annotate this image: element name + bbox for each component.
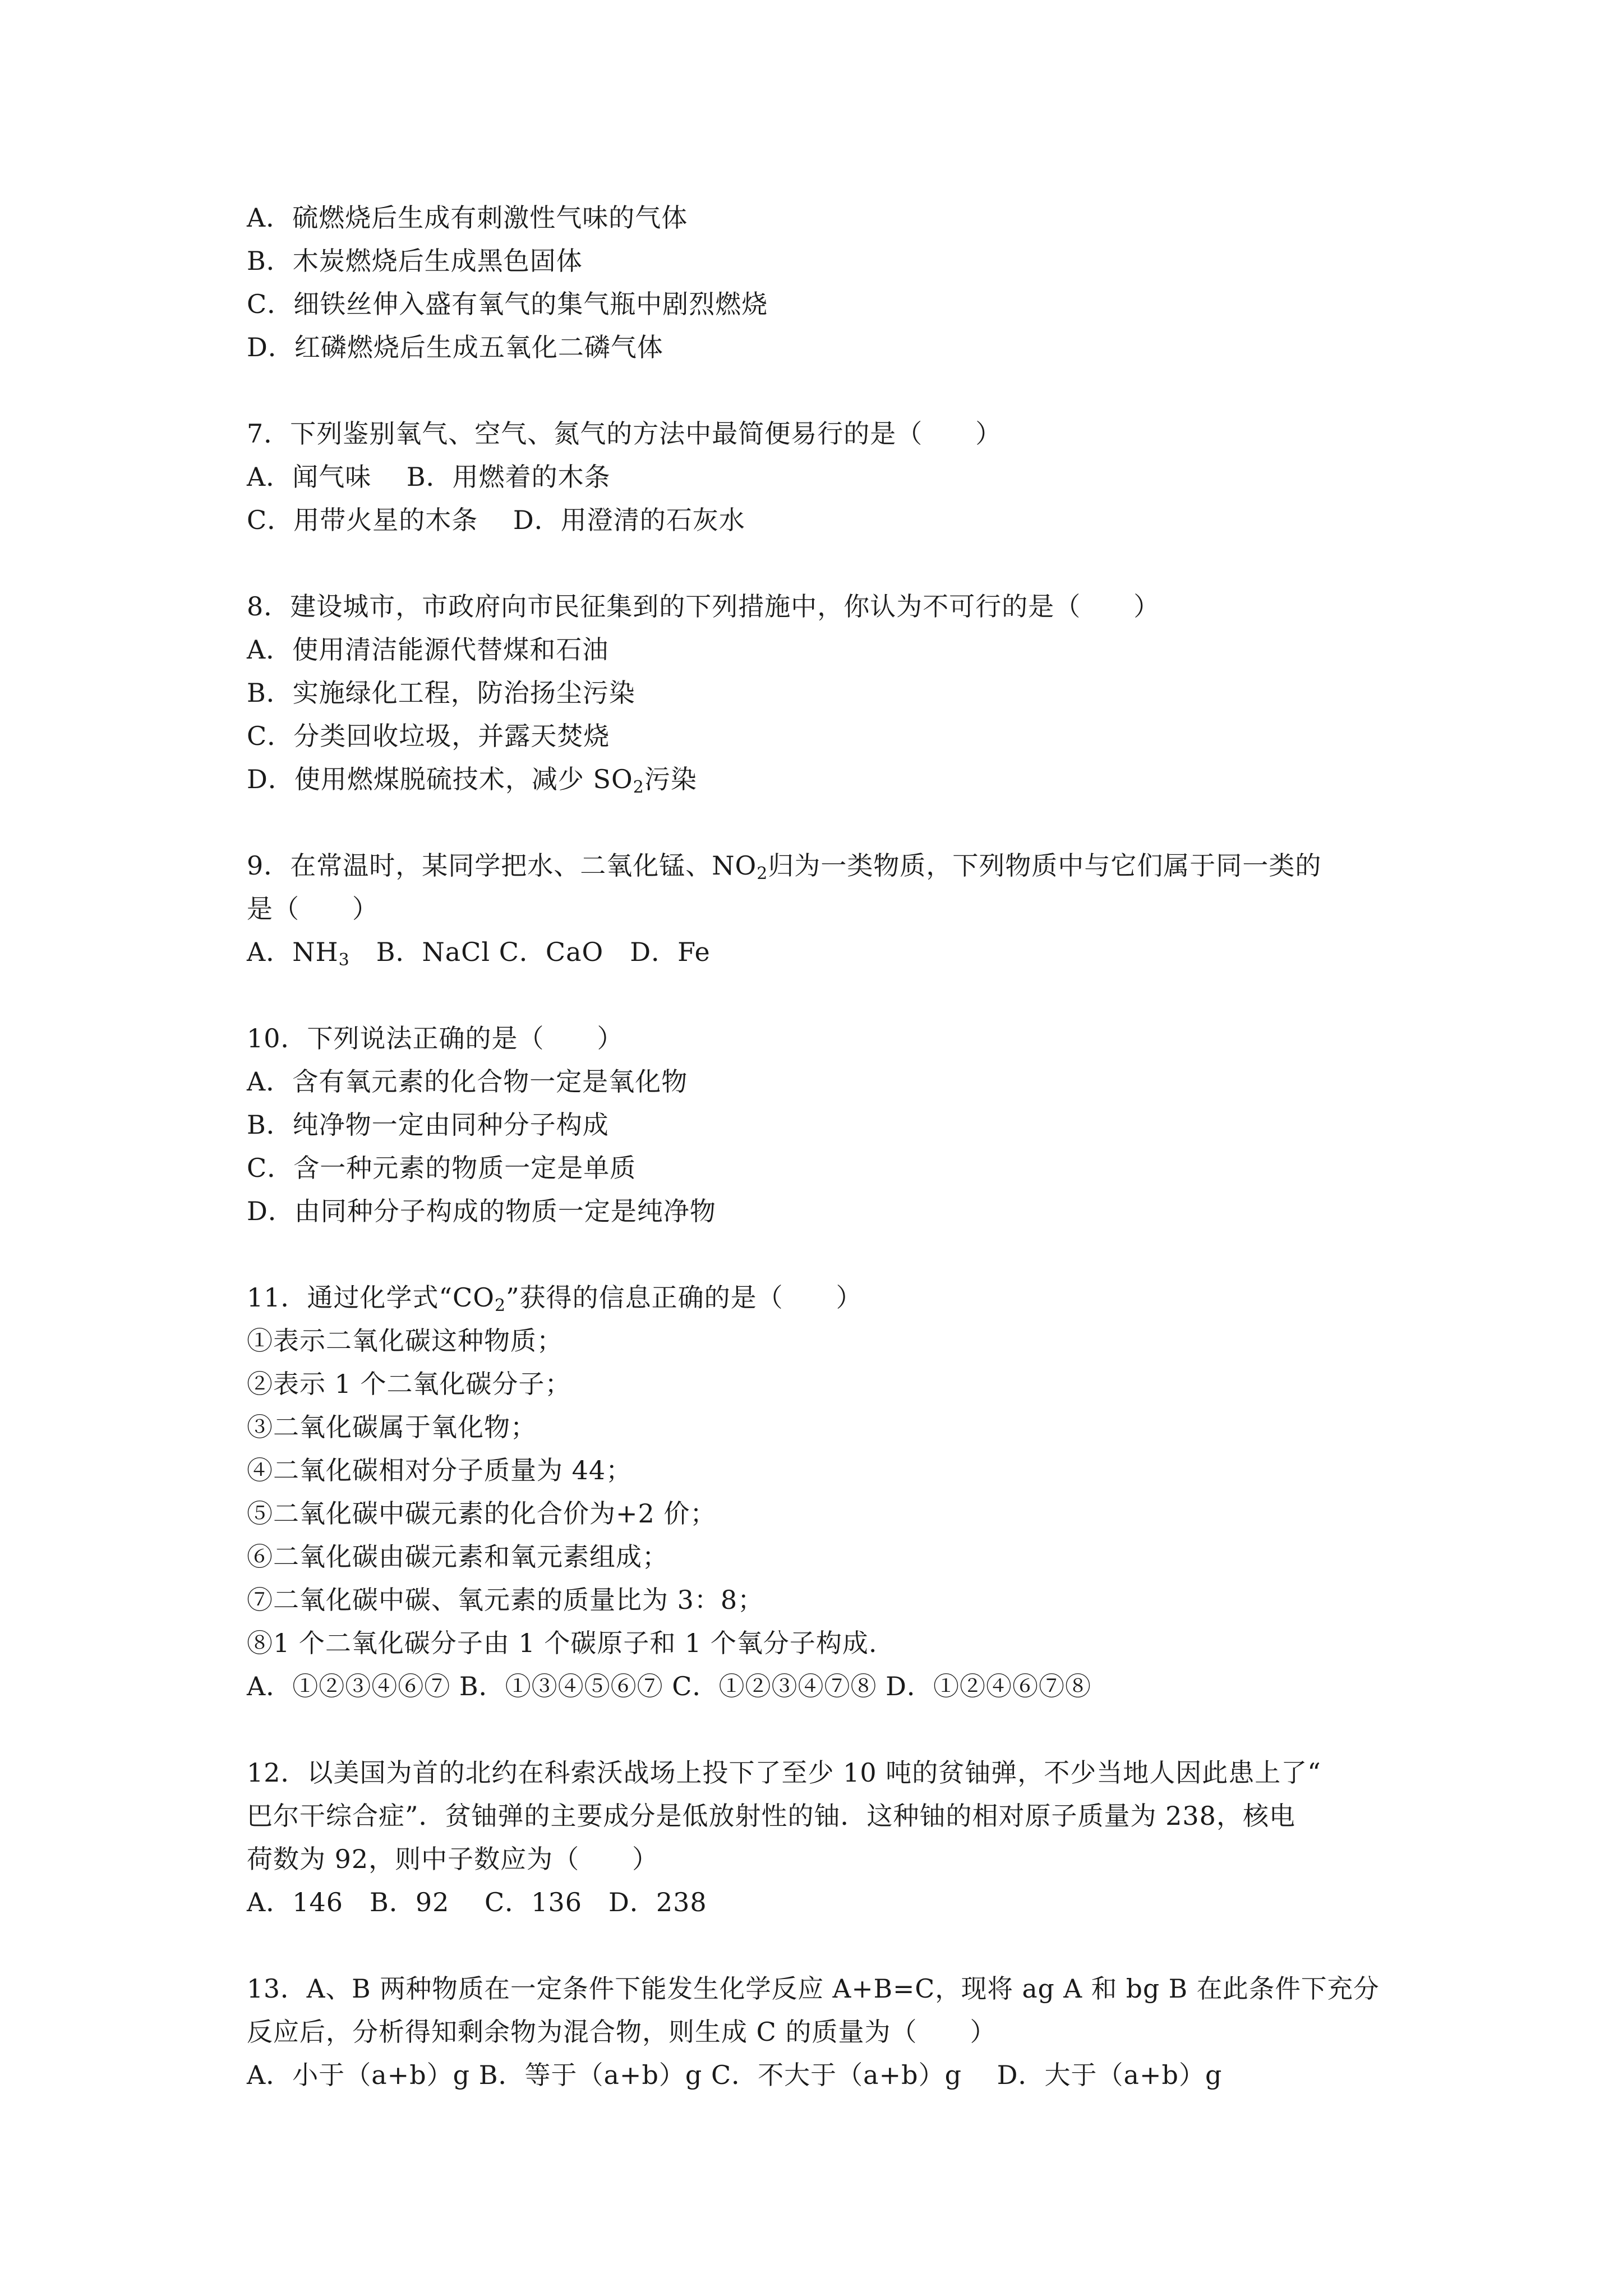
q9-stem-post: 归为一类物质，下列物质中与它们属于同一类的 <box>768 850 1322 881</box>
q8-option-d-pre: D．使用燃煤脱硫技术，减少 SO <box>247 764 633 794</box>
q10-option-b: B．纯净物一定由同种分子构成 <box>247 1110 609 1140</box>
q8-option-d-post: 污染 <box>644 764 697 794</box>
q11-item-5: ⑤二氧化碳中碳元素的化合价为+2 价； <box>247 1498 717 1529</box>
q9-options <box>247 935 711 969</box>
q8-option-b: B．实施绿化工程，防治扬尘污染 <box>247 678 635 708</box>
q11-options: A．①②③④⑥⑦ B．①③④⑤⑥⑦ C．①②③④⑦⑧ D．①②④⑥⑦⑧ <box>247 1671 1091 1701</box>
q7-options-line1: A．闻气味 B．用燃着的木条 <box>247 462 611 492</box>
q11-stem-post: ”获得的信息正确的是（ ） <box>506 1282 863 1313</box>
q9-options-subscript: 3 <box>338 950 350 970</box>
q9-options-pre: A．NH <box>247 937 339 967</box>
q12-stem-line3: 荷数为 92，则中子数应为（ ） <box>247 1844 659 1874</box>
q8-option-d <box>247 762 697 796</box>
q8-option-d-subscript: 2 <box>633 777 644 797</box>
q6-option-d: D．红磷燃烧后生成五氧化二磷气体 <box>247 332 663 362</box>
q9-stem-subscript: 2 <box>757 864 768 884</box>
q12-options: A．146 B．92 C．136 D．238 <box>247 1887 707 1917</box>
q13-stem-line2: 反应后，分析得知剩余物为混合物，则生成 C 的质量为（ ） <box>247 2017 997 2047</box>
q9-options-post: B．NaCl C．CaO D．Fe <box>349 937 711 967</box>
q10-option-c: C．含一种元素的物质一定是单质 <box>247 1153 637 1183</box>
q11-stem-pre: 11．通过化学式“CO <box>247 1282 495 1313</box>
q7-options-line2: C．用带火星的木条 D．用澄清的石灰水 <box>247 505 745 535</box>
q13-stem-line1: 13．A、B 两种物质在一定条件下能发生化学反应 A+B=C，现将 ag A 和 bg B 在此条件下充分 <box>247 1973 1380 2004</box>
q9-stem-pre: 9．在常温时，某同学把水、二氧化锰、NO <box>247 850 757 881</box>
q9-stem <box>247 849 1321 882</box>
q10-stem: 10．下列说法正确的是（ ） <box>247 1023 624 1053</box>
q8-option-c: C．分类回收垃圾，并露天焚烧 <box>247 721 610 751</box>
q11-item-7: ⑦二氧化碳中碳、氧元素的质量比为 3：8； <box>247 1585 764 1615</box>
q11-stem <box>247 1281 863 1314</box>
q12-stem-line1: 12．以美国为首的北约在科索沃战场上投下了至少 10 吨的贫铀弹，不少当地人因此患上了“ <box>247 1757 1321 1788</box>
q8-stem: 8．建设城市，市政府向市民征集到的下列措施中，你认为不可行的是（ ） <box>247 591 1160 622</box>
q7-stem: 7．下列鉴别氧气、空气、氮气的方法中最简便易行的是（ ） <box>247 418 1002 449</box>
q11-item-1: ①表示二氧化碳这种物质； <box>247 1326 563 1356</box>
q12-stem-line2: 巴尔干综合症”．贫铀弹的主要成分是低放射性的铀．这种铀的相对原子质量为 238，核电 <box>247 1801 1295 1831</box>
q9-stem-line2: 是（ ） <box>247 894 379 924</box>
q11-stem-subscript: 2 <box>494 1296 506 1315</box>
q6-option-b: B．木炭燃烧后生成黑色固体 <box>247 246 583 276</box>
q11-item-4: ④二氧化碳相对分子质量为 44； <box>247 1455 633 1485</box>
q13-options: A．小于（a+b）g B．等于（a+b）g C．不大于（a+b）g D．大于（a+b）g <box>247 2060 1223 2090</box>
q6-option-c: C．细铁丝伸入盛有氧气的集气瓶中剧烈燃烧 <box>247 289 768 319</box>
q11-item-8: ⑧1 个二氧化碳分子由 1 个碳原子和 1 个氧分子构成. <box>247 1628 878 1658</box>
q11-item-2: ②表示 1 个二氧化碳分子； <box>247 1369 571 1399</box>
q8-option-a: A．使用清洁能源代替煤和石油 <box>247 634 609 665</box>
q10-option-d: D．由同种分子构成的物质一定是纯净物 <box>247 1196 716 1226</box>
q11-item-6: ⑥二氧化碳由碳元素和氧元素组成； <box>247 1542 668 1572</box>
q10-option-a: A．含有氧元素的化合物一定是氧化物 <box>247 1066 688 1097</box>
q11-item-3: ③二氧化碳属于氧化物； <box>247 1412 537 1442</box>
q6-option-a: A．硫燃烧后生成有刺激性气味的气体 <box>247 203 688 233</box>
